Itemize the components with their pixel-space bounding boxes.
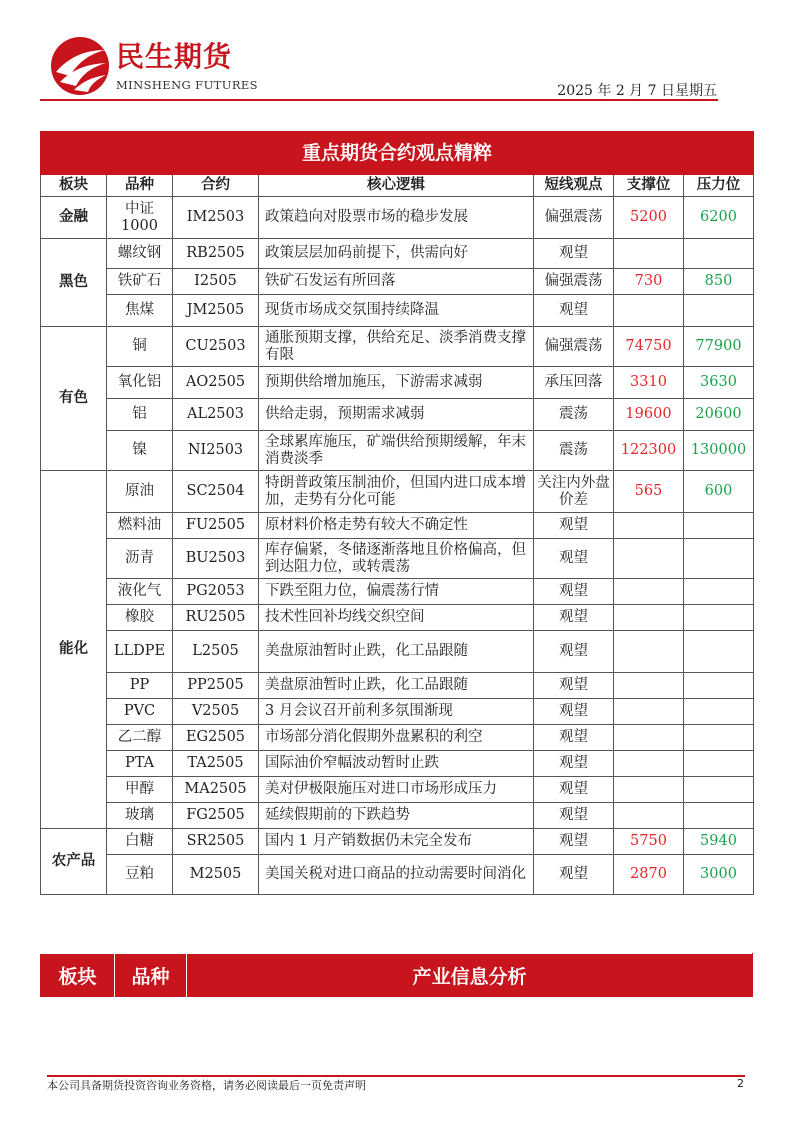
table-row bbox=[41, 239, 754, 269]
view-cell: 承压回落 bbox=[534, 367, 614, 399]
view-cell: 观望 bbox=[534, 579, 614, 605]
resistance-cell bbox=[684, 673, 754, 699]
variety-cell: 沥青 bbox=[107, 539, 173, 579]
variety-cell: PP bbox=[107, 673, 173, 699]
logic-cell: 现货市场成交氛围持续降温 bbox=[259, 295, 534, 327]
contract-cell: AL2503 bbox=[173, 399, 259, 431]
logic-cell: 市场部分消化假期外盘累积的利空 bbox=[259, 725, 534, 751]
table-row bbox=[41, 673, 754, 699]
col-header-variety: 品种 bbox=[107, 175, 173, 197]
support-cell: 74750 bbox=[614, 327, 684, 367]
support-cell: 5200 bbox=[614, 197, 684, 239]
contract-cell: M2505 bbox=[173, 855, 259, 895]
support-cell bbox=[614, 513, 684, 539]
resistance-cell bbox=[684, 539, 754, 579]
table-title-row bbox=[41, 132, 754, 175]
variety-cell: 玻璃 bbox=[107, 803, 173, 829]
resistance-cell bbox=[684, 699, 754, 725]
view-cell: 观望 bbox=[534, 751, 614, 777]
view-cell: 震荡 bbox=[534, 399, 614, 431]
resistance-cell: 20600 bbox=[684, 399, 754, 431]
support-cell bbox=[614, 751, 684, 777]
table-row bbox=[41, 539, 754, 579]
logo-icon bbox=[50, 36, 110, 96]
sector-cell: 黑色 bbox=[41, 239, 107, 327]
support-cell: 2870 bbox=[614, 855, 684, 895]
view-cell: 观望 bbox=[534, 699, 614, 725]
logic-cell: 原材料价格走势有较大不确定性 bbox=[259, 513, 534, 539]
contract-cell: L2505 bbox=[173, 631, 259, 673]
variety-cell: 燃料油 bbox=[107, 513, 173, 539]
table-row bbox=[41, 327, 754, 367]
support-cell bbox=[614, 579, 684, 605]
view-cell: 偏强震荡 bbox=[534, 197, 614, 239]
table-row bbox=[41, 605, 754, 631]
variety-cell: 甲醇 bbox=[107, 777, 173, 803]
brand-name-cn: 民生期货 bbox=[116, 40, 233, 73]
contract-cell: IM2503 bbox=[173, 197, 259, 239]
support-cell: 19600 bbox=[614, 399, 684, 431]
sector-cell: 能化 bbox=[41, 471, 107, 829]
table-row bbox=[41, 855, 754, 895]
contract-cell: SC2504 bbox=[173, 471, 259, 513]
variety-cell: 焦煤 bbox=[107, 295, 173, 327]
col-header-support: 支撑位 bbox=[614, 175, 684, 197]
logic-cell: 3 月会议召开前利多氛围渐现 bbox=[259, 699, 534, 725]
logic-cell: 通胀预期支撑，供给充足、淡季消费支撑有限 bbox=[259, 327, 534, 367]
view-cell: 观望 bbox=[534, 513, 614, 539]
resistance-cell bbox=[684, 605, 754, 631]
logic-cell: 铁矿石发运有所回落 bbox=[259, 269, 534, 295]
logic-cell: 供给走弱，预期需求减弱 bbox=[259, 399, 534, 431]
info-col-sector: 板块 bbox=[41, 954, 115, 998]
contract-cell: MA2505 bbox=[173, 777, 259, 803]
variety-cell: 镍 bbox=[107, 431, 173, 471]
table-row bbox=[41, 725, 754, 751]
footer-disclaimer: 本公司具备期货投资咨询业务资格，请务必阅读最后一页免责声明 bbox=[47, 1079, 366, 1092]
resistance-cell bbox=[684, 513, 754, 539]
variety-cell: PVC bbox=[107, 699, 173, 725]
support-cell: 565 bbox=[614, 471, 684, 513]
logic-cell: 全球累库施压，矿端供给预期缓解，年末消费淡季 bbox=[259, 431, 534, 471]
view-cell: 观望 bbox=[534, 855, 614, 895]
view-cell: 观望 bbox=[534, 239, 614, 269]
logic-cell: 库存偏紧，冬储逐渐落地且价格偏高，但到达阻力位，或转震荡 bbox=[259, 539, 534, 579]
header-divider bbox=[40, 99, 718, 101]
resistance-cell bbox=[684, 803, 754, 829]
info-title: 产业信息分析 bbox=[187, 954, 753, 998]
table-row bbox=[41, 471, 754, 513]
logic-cell: 美盘原油暂时止跌，化工品跟随 bbox=[259, 631, 534, 673]
sector-cell: 金融 bbox=[41, 197, 107, 239]
variety-cell: 原油 bbox=[107, 471, 173, 513]
view-cell: 关注内外盘价差 bbox=[534, 471, 614, 513]
support-cell bbox=[614, 631, 684, 673]
sector-cell: 农产品 bbox=[41, 829, 107, 895]
variety-cell: LLDPE bbox=[107, 631, 173, 673]
contract-cell: RB2505 bbox=[173, 239, 259, 269]
table-row bbox=[41, 513, 754, 539]
variety-cell: 铁矿石 bbox=[107, 269, 173, 295]
logic-cell: 技术性回补均线交织空间 bbox=[259, 605, 534, 631]
variety-cell: 铜 bbox=[107, 327, 173, 367]
futures-views-table bbox=[40, 131, 754, 895]
variety-cell: 铝 bbox=[107, 399, 173, 431]
table-row bbox=[41, 295, 754, 327]
info-col-variety: 品种 bbox=[115, 954, 187, 998]
variety-cell: 中证 1000 bbox=[107, 197, 173, 239]
contract-cell: JM2505 bbox=[173, 295, 259, 327]
resistance-cell: 3000 bbox=[684, 855, 754, 895]
resistance-cell bbox=[684, 239, 754, 269]
logic-cell: 美盘原油暂时止跌，化工品跟随 bbox=[259, 673, 534, 699]
table-header-row bbox=[41, 175, 754, 197]
table-row bbox=[41, 431, 754, 471]
col-header-resistance: 压力位 bbox=[684, 175, 754, 197]
logic-cell: 政策层层加码前提下，供需向好 bbox=[259, 239, 534, 269]
report-date: 2025 年 2 月 7 日星期五 bbox=[557, 83, 717, 99]
contract-cell: FG2505 bbox=[173, 803, 259, 829]
table-row bbox=[41, 579, 754, 605]
contract-cell: I2505 bbox=[173, 269, 259, 295]
view-cell: 偏强震荡 bbox=[534, 269, 614, 295]
logic-cell: 预期供给增加施压，下游需求减弱 bbox=[259, 367, 534, 399]
contract-cell: RU2505 bbox=[173, 605, 259, 631]
support-cell bbox=[614, 725, 684, 751]
table-row bbox=[41, 197, 754, 239]
table-row bbox=[41, 751, 754, 777]
view-cell: 观望 bbox=[534, 803, 614, 829]
support-cell bbox=[614, 239, 684, 269]
contract-cell: TA2505 bbox=[173, 751, 259, 777]
col-header-logic: 核心逻辑 bbox=[259, 175, 534, 197]
logic-cell: 延续假期前的下跌趋势 bbox=[259, 803, 534, 829]
support-cell bbox=[614, 777, 684, 803]
contract-cell: EG2505 bbox=[173, 725, 259, 751]
resistance-cell bbox=[684, 579, 754, 605]
resistance-cell: 77900 bbox=[684, 327, 754, 367]
brand-name-en: MINSHENG FUTURES bbox=[116, 78, 258, 92]
support-cell: 5750 bbox=[614, 829, 684, 855]
support-cell bbox=[614, 539, 684, 579]
view-cell: 观望 bbox=[534, 295, 614, 327]
variety-cell: 橡胶 bbox=[107, 605, 173, 631]
table-row bbox=[41, 803, 754, 829]
contract-cell: FU2505 bbox=[173, 513, 259, 539]
resistance-cell: 130000 bbox=[684, 431, 754, 471]
table-row bbox=[41, 631, 754, 673]
sector-cell: 有色 bbox=[41, 327, 107, 471]
table-row bbox=[41, 699, 754, 725]
resistance-cell: 600 bbox=[684, 471, 754, 513]
table-row bbox=[41, 367, 754, 399]
contract-cell: PG2053 bbox=[173, 579, 259, 605]
contract-cell: BU2503 bbox=[173, 539, 259, 579]
view-cell: 观望 bbox=[534, 631, 614, 673]
contract-cell: CU2503 bbox=[173, 327, 259, 367]
support-cell: 122300 bbox=[614, 431, 684, 471]
support-cell: 3310 bbox=[614, 367, 684, 399]
variety-cell: 乙二醇 bbox=[107, 725, 173, 751]
view-cell: 观望 bbox=[534, 605, 614, 631]
variety-cell: 白糖 bbox=[107, 829, 173, 855]
view-cell: 观望 bbox=[534, 673, 614, 699]
variety-cell: 氧化铝 bbox=[107, 367, 173, 399]
table-row bbox=[41, 829, 754, 855]
table-row bbox=[41, 777, 754, 803]
support-cell bbox=[614, 605, 684, 631]
table-row bbox=[41, 399, 754, 431]
support-cell: 730 bbox=[614, 269, 684, 295]
support-cell bbox=[614, 803, 684, 829]
contract-cell: V2505 bbox=[173, 699, 259, 725]
resistance-cell bbox=[684, 751, 754, 777]
support-cell bbox=[614, 295, 684, 327]
resistance-cell bbox=[684, 725, 754, 751]
resistance-cell bbox=[684, 295, 754, 327]
page-number: 2 bbox=[737, 1077, 744, 1090]
contract-cell: PP2505 bbox=[173, 673, 259, 699]
contract-cell: SR2505 bbox=[173, 829, 259, 855]
support-cell bbox=[614, 699, 684, 725]
resistance-cell bbox=[684, 631, 754, 673]
resistance-cell: 6200 bbox=[684, 197, 754, 239]
contract-cell: AO2505 bbox=[173, 367, 259, 399]
resistance-cell: 3630 bbox=[684, 367, 754, 399]
variety-cell: PTA bbox=[107, 751, 173, 777]
logic-cell: 国内 1 月产销数据仍未完全发布 bbox=[259, 829, 534, 855]
logic-cell: 下跌至阻力位，偏震荡行情 bbox=[259, 579, 534, 605]
view-cell: 偏强震荡 bbox=[534, 327, 614, 367]
col-header-contract: 合约 bbox=[173, 175, 259, 197]
col-header-view: 短线观点 bbox=[534, 175, 614, 197]
contract-cell: NI2503 bbox=[173, 431, 259, 471]
logic-cell: 国际油价窄幅波动暂时止跌 bbox=[259, 751, 534, 777]
logic-cell: 特朗普政策压制油价，但国内进口成本增加，走势有分化可能 bbox=[259, 471, 534, 513]
col-header-sector: 板块 bbox=[41, 175, 107, 197]
table-row bbox=[41, 269, 754, 295]
view-cell: 震荡 bbox=[534, 431, 614, 471]
view-cell: 观望 bbox=[534, 725, 614, 751]
logic-cell: 政策趋向对股票市场的稳步发展 bbox=[259, 197, 534, 239]
variety-cell: 螺纹钢 bbox=[107, 239, 173, 269]
view-cell: 观望 bbox=[534, 829, 614, 855]
resistance-cell bbox=[684, 777, 754, 803]
view-cell: 观望 bbox=[534, 539, 614, 579]
industry-info-header bbox=[40, 953, 753, 998]
variety-cell: 豆粕 bbox=[107, 855, 173, 895]
support-cell bbox=[614, 673, 684, 699]
logic-cell: 美对伊极限施压对进口市场形成压力 bbox=[259, 777, 534, 803]
variety-cell: 液化气 bbox=[107, 579, 173, 605]
view-cell: 观望 bbox=[534, 777, 614, 803]
resistance-cell: 5940 bbox=[684, 829, 754, 855]
logic-cell: 美国关税对进口商品的拉动需要时间消化 bbox=[259, 855, 534, 895]
resistance-cell: 850 bbox=[684, 269, 754, 295]
table-title: 重点期货合约观点精粹 bbox=[41, 132, 754, 175]
